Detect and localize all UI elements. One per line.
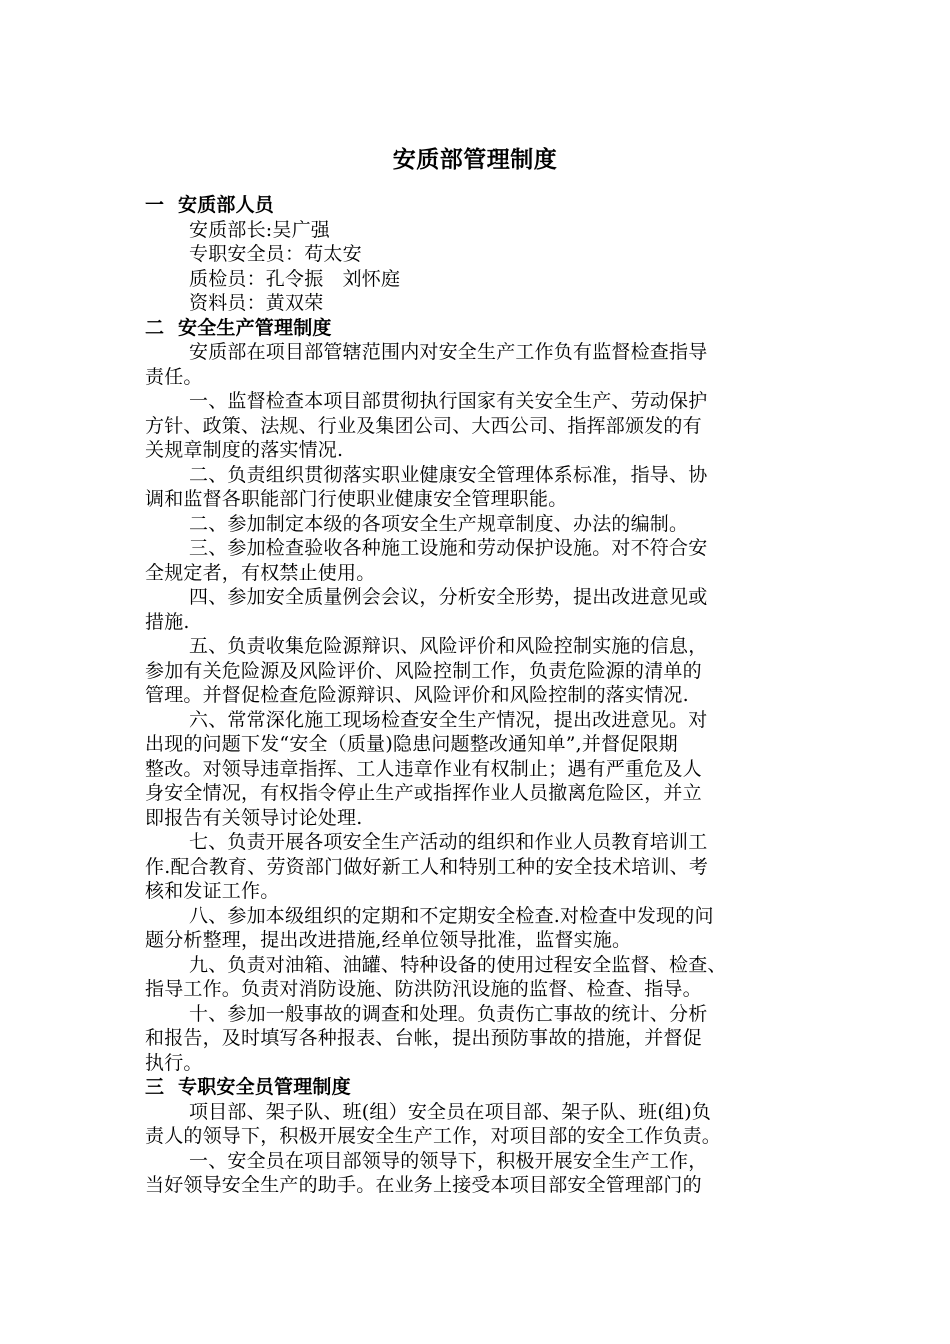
section-number: 一 xyxy=(145,194,165,216)
document-body xyxy=(145,193,807,1198)
text-line: 八、参加本级组织的定期和不定期安全检查.对检查中发现的问 xyxy=(189,904,714,927)
text-line: 参加有关危险源及风险评价、风险控制工作，负责危险源的清单的 xyxy=(145,659,702,682)
text-line: 管理。并督促检查危险源辩识、风险评价和风险控制的落实情况. xyxy=(145,684,689,706)
section-title: 专职安全员管理制度 xyxy=(178,1076,351,1098)
text-line: 安质部长:吴广强 xyxy=(189,218,331,241)
text-line: 指导工作。负责对消防设施、防洪防汛设施的监督、检查、指导。 xyxy=(145,978,702,1000)
section-heading xyxy=(145,193,807,218)
text-line: 十、参加一般事故的调查和处理。负责伤亡事故的统计、分析 xyxy=(189,1002,708,1025)
text-line: 作.配合教育、劳资部门做好新工人和特别工种的安全技术培训、考 xyxy=(145,855,709,878)
text-line: 执行。 xyxy=(145,1051,203,1074)
text-line: 即报告有关领导讨论处理. xyxy=(145,806,363,829)
document-title: 安质部管理制度 xyxy=(392,147,558,173)
section-title: 安全生产管理制度 xyxy=(178,316,332,339)
text-line: 题分析整理，提出改进措施,经单位领导批准，监督实施。 xyxy=(145,929,632,951)
text-line: 关规章制度的落实情况. xyxy=(145,439,344,461)
text-line: 一、监督检查本项目部贯彻执行国家有关安全生产、劳动保护 xyxy=(189,390,708,412)
text-line: 身安全情况，有权指令停止生产或指挥作业人员撤离危险区，并立 xyxy=(145,782,702,804)
text-line: 整改。对领导违章指挥、工人违章作业有权制止；遇有严重危及人 xyxy=(145,757,702,780)
text-line: 二、参加制定本级的各项安全生产规章制度、办法的编制。 xyxy=(189,512,689,535)
section-heading xyxy=(145,316,807,341)
text-line: 七、负责开展各项安全生产活动的组织和作业人员教育培训工 xyxy=(189,831,708,853)
text-line: 质检员：孔令振 刘怀庭 xyxy=(189,267,401,290)
text-line: 四、参加安全质量例会会议，分析安全形势，提出改进意见或 xyxy=(189,586,708,608)
text-line: 五、负责收集危险源辩识、风险评价和风险控制实施的信息， xyxy=(189,635,708,657)
text-line: 安质部在项目部管辖范围内对安全生产工作负有监督检查指导 xyxy=(189,341,708,363)
text-line: 当好领导安全生产的助手。在业务上接受本项目部安全管理部门的 xyxy=(145,1174,702,1196)
text-line: 三、参加检查验收各种施工设施和劳动保护设施。对不符合安 xyxy=(189,537,708,559)
text-line: 六、常常深化施工现场检查安全生产情况，提出改进意见。对 xyxy=(189,708,708,731)
section-number: 二 xyxy=(145,316,165,339)
text-line: 责人的领导下，积极开展安全生产工作，对项目部的安全工作负责。 xyxy=(145,1125,722,1147)
text-line: 出现的问题下发“安全（质量)隐患问题整改通知单”,并督促限期 xyxy=(145,733,678,755)
text-line: 措施. xyxy=(145,610,190,633)
section-title: 安质部人员 xyxy=(178,194,275,216)
text-line: 责任。 xyxy=(145,365,203,388)
text-line: 和报告，及时填写各种报表、台帐，提出预防事故的措施，并督促 xyxy=(145,1027,702,1049)
text-line: 一、安全员在项目部领导的领导下，积极开展安全生产工作， xyxy=(189,1149,708,1172)
section-heading xyxy=(145,1075,807,1100)
text-line: 专职安全员：苟太安 xyxy=(189,243,362,265)
text-line: 二、负责组织贯彻落实职业健康安全管理体系标准，指导、协 xyxy=(189,463,708,486)
text-line: 方针、政策、法规、行业及集团公司、大西公司、指挥部颁发的有 xyxy=(145,414,702,437)
text-line: 资料员：黄双荣 xyxy=(189,292,324,314)
text-line: 项目部、架子队、班(组）安全员在项目部、架子队、班(组)负 xyxy=(189,1100,712,1123)
text-line: 调和监督各职能部门行使职业健康安全管理职能。 xyxy=(145,488,568,510)
text-line: 全规定者，有权禁止使用。 xyxy=(145,561,376,584)
text-line: 核和发证工作。 xyxy=(145,880,280,902)
section-number: 三 xyxy=(145,1076,165,1098)
text-line: 九、负责对油箱、油罐、特种设备的使用过程安全监督、检查、 xyxy=(189,953,727,976)
